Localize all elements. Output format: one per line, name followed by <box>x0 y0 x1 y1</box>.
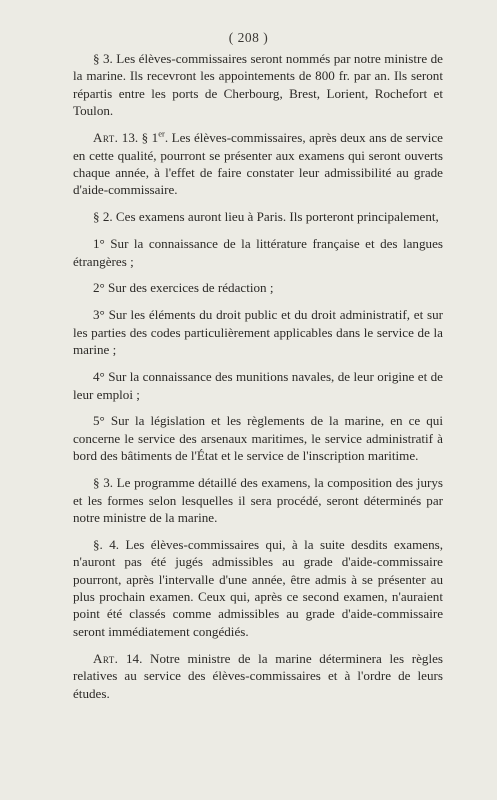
list-item-law <box>73 306 443 358</box>
paragraph-text: §. 4. Les élèves-commissaires qui, à la suite desdits examens, n'auront pas été jugés admissibles au grade d'aide-commissaire pourront, après l'intervalle d'une année, être admis à se présenter au plus prochain examen. Ceux qui, après ce second examen, n'auraient point été classés comme admissibles au grade d'aide-commissaire seront immédiatement congédiés. <box>73 536 443 639</box>
paragraph-text: 14. Notre ministre de la marine déterminera les règles relatives au service des élèves-commissaires et à l'ordre de leurs études. <box>73 650 443 701</box>
paragraph-text: § 3. Le programme détaillé des examens, la composition des jurys et les formes selon lesquelles il sera procédé, seront déterminés par notre ministre de la marine. <box>73 475 443 525</box>
page-number: ( 208 ) <box>228 30 269 45</box>
paragraph-article-12-section-3 <box>73 50 443 120</box>
paragraph-text: § 3. Les élèves-commissaires seront nommés par notre ministre de la marine. Ils recevront les appointements de 800 fr. par an. Ils seront répartis entre les ports de Cherbourg, Brest, Lorient, Rochefort et Toulon. <box>73 51 443 119</box>
paragraph-text: 3° Sur les éléments du droit public et du droit administratif, et sur les parties des codes particulièrement applicables dans le service de la marine ; <box>73 307 443 358</box>
paragraph-text: . Les élèves-commissaires, après deux ans de service en cette qualité, pourront se présenter aux examens qui seront ouverts chaque année, à l'effet de faire constater leur admissibilité au grade d'aide-commissaire. <box>73 130 443 198</box>
list-item-legislation <box>73 412 443 464</box>
ordinal-superscript: er <box>158 128 165 139</box>
paragraph-article-13-section-3 <box>73 474 443 526</box>
paragraph-text: 5° Sur la législation et les règlements de la marine, en ce qui concerne le service des arsenaux maritimes, le service administratif à bord des bâtiments de l'État et le service de l'inscription maritime. <box>73 413 443 464</box>
paragraph-article-13-section-1 <box>73 129 443 199</box>
paragraph-text: § 2. Ces examens auront lieu à Paris. Ils porteront principalement, <box>93 209 439 225</box>
body-text <box>73 50 443 712</box>
paragraph-article-13-section-4 <box>73 536 443 640</box>
article-label: Art. <box>93 650 119 666</box>
paragraph-article-13-section-2 <box>73 208 443 225</box>
list-item-redaction <box>73 279 443 296</box>
article-number: 13. § 1 <box>118 130 159 146</box>
paragraph-article-14 <box>73 650 443 702</box>
list-item-munitions <box>73 368 443 403</box>
article-label: Art. <box>93 130 119 146</box>
paragraph-text: 2° Sur des exercices de rédaction ; <box>93 280 274 296</box>
paragraph-text: 4° Sur la connaissance des munitions navales, de leur origine et de leur emploi ; <box>73 369 443 402</box>
list-item-literature <box>73 235 443 270</box>
paragraph-text: 1° Sur la connaissance de la littérature française et des langues étrangères ; <box>73 236 443 269</box>
